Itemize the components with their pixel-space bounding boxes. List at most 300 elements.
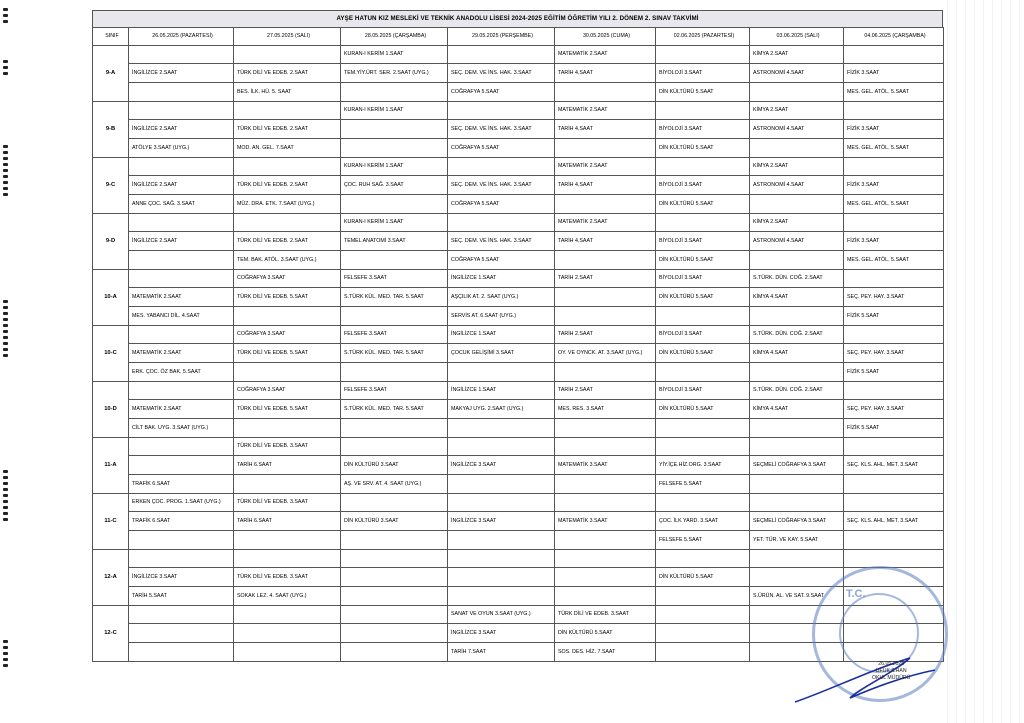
exam-cell: İNGİLİZCE 2.SAAT [129, 64, 234, 83]
exam-cell: DİN KÜLTÜRÜ 5.SAAT [656, 195, 750, 214]
exam-cell: COĞRAFYA 3.SAAT [234, 326, 341, 344]
exam-cell: AŞ. VE SRV. AT. 4. SAAT (UYG.) [341, 475, 448, 494]
class-name: 11-A [93, 438, 129, 494]
exam-cell [129, 46, 234, 64]
exam-cell: TARİH 6.SAAT [234, 456, 341, 475]
exam-cell: MATEMATİK 2.SAAT [555, 214, 656, 232]
exam-cell [750, 438, 844, 456]
exam-cell [656, 46, 750, 64]
exam-cell [129, 438, 234, 456]
exam-cell: BİYOLOJİ 3.SAAT [656, 176, 750, 195]
exam-cell [555, 139, 656, 158]
document-title: AYŞE HATUN KIZ MESLEKİ VE TEKNİK ANADOLU LİSESİ 2024-2025 EĞİTİM ÖĞRETİM YILI 2. DÖNEM 2. SINAV TAKVİMİ [92, 10, 943, 27]
exam-cell: ASTRONOMİ 4.SAAT [750, 64, 844, 83]
exam-cell [555, 83, 656, 102]
exam-cell [234, 550, 341, 568]
exam-cell: COĞRAFYA 3.SAAT [234, 270, 341, 288]
exam-cell: TARİH 7.SAAT [448, 643, 555, 662]
exam-cell: İNGİLİZCE 3.SAAT [448, 512, 555, 531]
exam-cell: S.TÜRK. DÜN. COĞ. 2.SAAT [750, 326, 844, 344]
exam-cell: DİN KÜLTÜRÜ 5.SAAT [656, 400, 750, 419]
class-name: 9-B [93, 102, 129, 158]
exam-cell: FELSEFE 5.SAAT [656, 475, 750, 494]
exam-cell: SOKAK LEZ. 4. SAAT (UYG.) [234, 587, 341, 606]
exam-cell: TARİH 4.SAAT [555, 120, 656, 139]
class-name: 9-A [93, 46, 129, 102]
exam-cell [656, 307, 750, 326]
exam-cell: TÜRK DİLİ VE EDEB. 3.SAAT [234, 438, 341, 456]
exam-cell [129, 270, 234, 288]
exam-cell [844, 270, 944, 288]
exam-cell [448, 550, 555, 568]
exam-cell [750, 419, 844, 438]
exam-cell [656, 214, 750, 232]
exam-cell [656, 363, 750, 382]
exam-cell: S.TÜRK KÜL. MED. TAR. 5.SAAT [341, 344, 448, 363]
exam-cell [341, 568, 448, 587]
exam-cell: TARİH 4.SAAT [555, 64, 656, 83]
exam-cell: MÜZ. DRA. ETK. 7.SAAT (UYG.) [234, 195, 341, 214]
exam-cell [234, 102, 341, 120]
exam-cell: SEÇMELİ COĞRAFYA 3.SAAT [750, 512, 844, 531]
exam-cell: İNGİLİZCE 3.SAAT [448, 456, 555, 475]
class-name: 12-A [93, 550, 129, 606]
table-row [93, 550, 944, 568]
exam-cell: ASTRONOMİ 4.SAAT [750, 120, 844, 139]
signature-name: UFUK İLHAN [875, 668, 907, 674]
exam-cell: TÜRK DİLİ VE EDEB. 2.SAAT [234, 120, 341, 139]
exam-cell: ANNE ÇOC. SAĞ. 3.SAAT [129, 195, 234, 214]
exam-cell: TRAFİK 6.SAAT [129, 512, 234, 531]
exam-cell: SERVİS AT. 6.SAAT (UYG.) [448, 307, 555, 326]
exam-cell [234, 606, 341, 624]
signature-title: OKUL MÜDÜRÜ [872, 675, 911, 681]
exam-cell: KİMYA 2.SAAT [750, 46, 844, 64]
table-row [93, 102, 944, 120]
exam-cell: MES. RES. 3.SAAT [555, 400, 656, 419]
exam-cell [448, 475, 555, 494]
exam-cell [341, 419, 448, 438]
table-row [93, 456, 944, 475]
exam-cell [844, 158, 944, 176]
exam-cell: COĞRAFYA 3.SAAT [234, 382, 341, 400]
exam-cell: TARİH 5.SAAT [129, 587, 234, 606]
exam-cell [234, 531, 341, 550]
table-row [93, 232, 944, 251]
table-row [93, 494, 944, 512]
exam-cell: İNGİLİZCE 2.SAAT [129, 120, 234, 139]
table-row [93, 195, 944, 214]
exam-cell [234, 158, 341, 176]
exam-cell [750, 363, 844, 382]
exam-cell: MATEMATİK 2.SAAT [129, 344, 234, 363]
exam-cell [555, 475, 656, 494]
exam-cell [844, 494, 944, 512]
exam-cell [844, 475, 944, 494]
exam-cell: SEÇ. PEY. HAY. 3.SAAT [844, 344, 944, 363]
exam-cell: TARİH 4.SAAT [555, 232, 656, 251]
exam-cell [129, 251, 234, 270]
exam-cell [129, 326, 234, 344]
exam-cell: ÇOC. RUH SAĞ. 3.SAAT [341, 176, 448, 195]
exam-cell: TARİH 2.SAAT [555, 326, 656, 344]
exam-cell [448, 158, 555, 176]
exam-cell: BİYOLOJİ 3.SAAT [656, 326, 750, 344]
exam-cell [555, 550, 656, 568]
exam-cell: MATEMATİK 2.SAAT [555, 46, 656, 64]
table-row [93, 288, 944, 307]
table-row [93, 382, 944, 400]
exam-cell: DİN KÜLTÜRÜ 5.SAAT [656, 251, 750, 270]
exam-cell [656, 494, 750, 512]
table-row [93, 307, 944, 326]
exam-cell [555, 438, 656, 456]
exam-cell [341, 139, 448, 158]
exam-cell [448, 102, 555, 120]
exam-cell: CİLT BAK. UYG. 3.SAAT (UYG.) [129, 419, 234, 438]
exam-cell: ASTRONOMİ 4.SAAT [750, 232, 844, 251]
exam-cell: BİYOLOJİ 3.SAAT [656, 64, 750, 83]
exam-cell: BİYOLOJİ 3.SAAT [656, 270, 750, 288]
exam-cell [844, 438, 944, 456]
exam-cell: DİN KÜLTÜRÜ 5.SAAT [656, 83, 750, 102]
exam-cell [341, 307, 448, 326]
exam-cell [448, 214, 555, 232]
header-day: 28.05.2025 (ÇARŞAMBA) [341, 28, 448, 46]
exam-cell: TÜRK DİLİ VE EDEB. 2.SAAT [234, 232, 341, 251]
exam-cell [844, 326, 944, 344]
exam-cell: TEM.YİY.ÜRT. SER. 2.SAAT (UYG.) [341, 64, 448, 83]
exam-cell [448, 531, 555, 550]
table-row [93, 120, 944, 139]
exam-cell: İNGİLİZCE 3.SAAT [448, 624, 555, 643]
table-row [93, 438, 944, 456]
exam-cell: TÜRK DİLİ VE EDEB. 3.SAAT [555, 606, 656, 624]
exam-cell: MATEMATİK 2.SAAT [555, 102, 656, 120]
exam-cell: MES. GEL. ATÖL. 5.SAAT [844, 195, 944, 214]
exam-cell: KİMYA 2.SAAT [750, 102, 844, 120]
exam-cell: İNGİLİZCE 3.SAAT [129, 568, 234, 587]
table-row [93, 326, 944, 344]
exam-cell: ERKEN ÇOC. PROG. 1.SAAT (UYG.) [129, 494, 234, 512]
exam-cell [448, 419, 555, 438]
stamp-text: T.C. [846, 588, 866, 600]
exam-cell: SEÇ. DEM. VE İNS. HAK. 3.SAAT [448, 120, 555, 139]
exam-cell: KİMYA 2.SAAT [750, 158, 844, 176]
exam-cell [555, 531, 656, 550]
exam-cell: İNGİLİZCE 2.SAAT [129, 176, 234, 195]
exam-cell: BİYOLOJİ 3.SAAT [656, 232, 750, 251]
exam-cell [234, 643, 341, 662]
class-name: 12-C [93, 606, 129, 662]
exam-cell [129, 643, 234, 662]
signature-drawing [790, 640, 940, 710]
exam-cell [555, 568, 656, 587]
exam-cell [129, 531, 234, 550]
exam-cell [129, 102, 234, 120]
exam-cell [341, 438, 448, 456]
exam-cell: COĞRAFYA 5.SAAT [448, 251, 555, 270]
exam-cell [750, 568, 844, 587]
exam-cell: SEÇMELİ COĞRAFYA 3.SAAT [750, 456, 844, 475]
exam-cell [844, 102, 944, 120]
exam-cell: ERK. ÇOC. ÖZ BAK. 5.SAAT [129, 363, 234, 382]
exam-cell [656, 438, 750, 456]
table-row [93, 344, 944, 363]
exam-cell: KURAN-I KERİM 1.SAAT [341, 214, 448, 232]
exam-cell [555, 419, 656, 438]
class-name: 9-C [93, 158, 129, 214]
exam-cell: COĞRAFYA 5.SAAT [448, 83, 555, 102]
exam-cell [656, 419, 750, 438]
exam-cell: S.TÜRK KÜL. MED. TAR. 5.SAAT [341, 288, 448, 307]
exam-cell: TÜRK DİLİ VE EDEB. 3.SAAT [234, 494, 341, 512]
exam-cell: TARİH 2.SAAT [555, 270, 656, 288]
exam-cell [750, 251, 844, 270]
exam-cell: DİN KÜLTÜRÜ 5.SAAT [656, 288, 750, 307]
exam-cell: TARİH 2.SAAT [555, 382, 656, 400]
exam-cell [555, 587, 656, 606]
exam-cell: S.TÜRK. DÜN. COĞ. 2.SAAT [750, 270, 844, 288]
exam-cell: DİN KÜLTÜRÜ 5.SAAT [656, 344, 750, 363]
schedule-body [93, 46, 944, 662]
exam-cell: DİN KÜLTÜRÜ 5.SAAT [555, 624, 656, 643]
table-row [93, 512, 944, 531]
exam-cell: COĞRAFYA 5.SAAT [448, 139, 555, 158]
header-day: 29.05.2025 (PERŞEMBE) [448, 28, 555, 46]
exam-cell [341, 606, 448, 624]
exam-cell: MOD. AN. GEL. 7.SAAT [234, 139, 341, 158]
exam-cell [555, 251, 656, 270]
exam-cell [448, 587, 555, 606]
exam-cell [341, 83, 448, 102]
exam-cell: MATEMATİK 2.SAAT [129, 400, 234, 419]
exam-cell: FİZİK 3.SAAT [844, 232, 944, 251]
exam-cell: MAKYAJ UYG. 2.SAAT (UYG.) [448, 400, 555, 419]
exam-cell [129, 606, 234, 624]
exam-cell: SEÇ. PEY. HAY. 3.SAAT [844, 288, 944, 307]
exam-cell: ATÖLYE 3.SAAT (UYG.) [129, 139, 234, 158]
exam-cell: SEÇ. DEM. VE İNS. HAK. 3.SAAT [448, 64, 555, 83]
scan-binding-marks [0, 0, 14, 723]
exam-cell: COĞRAFYA 5.SAAT [448, 195, 555, 214]
exam-cell [750, 307, 844, 326]
exam-cell: KİMYA 4.SAAT [750, 400, 844, 419]
exam-cell: SEÇ. KLS. AHL. MET. 3.SAAT [844, 512, 944, 531]
table-row [93, 270, 944, 288]
exam-cell: YET. TÜR. VE KAY. 5.SAAT [750, 531, 844, 550]
exam-cell: YİY.İÇE.HİZ.ORG. 3.SAAT [656, 456, 750, 475]
scan-noise [944, 0, 1024, 723]
exam-cell: BİYOLOJİ 3.SAAT [656, 382, 750, 400]
table-row [93, 568, 944, 587]
exam-cell [656, 550, 750, 568]
exam-cell: KİMYA 2.SAAT [750, 214, 844, 232]
table-row [93, 46, 944, 64]
exam-cell: İNGİLİZCE 1.SAAT [448, 270, 555, 288]
exam-cell [844, 382, 944, 400]
exam-cell: FİZİK 5.SAAT [844, 307, 944, 326]
exam-cell: ÇOCUK GELİŞİMİ 3.SAAT [448, 344, 555, 363]
exam-cell [341, 195, 448, 214]
exam-cell [129, 456, 234, 475]
table-row [93, 587, 944, 606]
header-class: SINIF [93, 28, 129, 46]
table-row [93, 251, 944, 270]
exam-cell: İNGİLİZCE 2.SAAT [129, 232, 234, 251]
exam-cell: BES. İLK. HÜ. 5. SAAT [234, 83, 341, 102]
exam-cell [129, 158, 234, 176]
exam-cell [234, 363, 341, 382]
table-row [93, 139, 944, 158]
exam-cell: KİMYA 4.SAAT [750, 344, 844, 363]
exam-cell: FELSEFE 3.SAAT [341, 382, 448, 400]
exam-cell [844, 46, 944, 64]
exam-cell: S.TÜRK. DÜN. COĞ. 2.SAAT [750, 382, 844, 400]
exam-cell [448, 568, 555, 587]
exam-cell: TÜRK DİLİ VE EDEB. 2.SAAT [234, 64, 341, 83]
exam-cell [656, 643, 750, 662]
exam-cell [129, 83, 234, 102]
header-day: 04.06.2025 (ÇARŞAMBA) [844, 28, 944, 46]
exam-cell: FİZİK 5.SAAT [844, 419, 944, 438]
exam-cell: BİYOLOJİ 3.SAAT [656, 120, 750, 139]
exam-cell [555, 195, 656, 214]
exam-cell [341, 251, 448, 270]
exam-cell: FELSEFE 5.SAAT [656, 531, 750, 550]
table-row [93, 400, 944, 419]
exam-cell: KURAN-I KERİM 1.SAAT [341, 158, 448, 176]
exam-cell: ÇOC. İLK YARD. 3.SAAT [656, 512, 750, 531]
table-row [93, 419, 944, 438]
exam-cell: TARİH 6.SAAT [234, 512, 341, 531]
exam-cell: DİN KÜLTÜRÜ 3.SAAT [341, 512, 448, 531]
exam-cell [656, 158, 750, 176]
exam-cell [341, 624, 448, 643]
table-row [93, 475, 944, 494]
exam-cell [750, 494, 844, 512]
exam-cell: TEMEL ANATOMİ 3.SAAT [341, 232, 448, 251]
class-name: 10-D [93, 382, 129, 438]
exam-cell: MATEMATİK 2.SAAT [129, 288, 234, 307]
exam-cell: TÜRK DİLİ VE EDEB. 5.SAAT [234, 288, 341, 307]
exam-cell [750, 83, 844, 102]
class-name: 10-A [93, 270, 129, 326]
exam-cell: FELSEFE 3.SAAT [341, 270, 448, 288]
exam-cell: OY. VE OYNCK. AT. 3.SAAT (UYG.) [555, 344, 656, 363]
exam-cell: SEÇ. DEM. VE İNS. HAK. 3.SAAT [448, 232, 555, 251]
exam-cell [341, 587, 448, 606]
exam-cell [448, 46, 555, 64]
exam-cell: FELSEFE 3.SAAT [341, 326, 448, 344]
header-day: 03.06.2025 (SALI) [750, 28, 844, 46]
exam-cell: TARİH 4.SAAT [555, 176, 656, 195]
exam-cell [341, 531, 448, 550]
exam-cell [844, 214, 944, 232]
exam-cell: ASTRONOMİ 4.SAAT [750, 176, 844, 195]
exam-cell: DİN KÜLTÜRÜ 5.SAAT [656, 568, 750, 587]
exam-cell: SOS. DES. HİZ. 7.SAAT [555, 643, 656, 662]
exam-cell [129, 214, 234, 232]
exam-cell [555, 288, 656, 307]
exam-cell: FİZİK 5.SAAT [844, 363, 944, 382]
exam-cell: SEÇ. KLS. AHL. MET. 3.SAAT [844, 456, 944, 475]
header-day: 02.06.2025 (PAZARTESİ) [656, 28, 750, 46]
exam-cell [555, 363, 656, 382]
exam-cell [341, 550, 448, 568]
table-row [93, 363, 944, 382]
exam-cell [656, 624, 750, 643]
exam-cell [448, 363, 555, 382]
exam-cell [844, 531, 944, 550]
exam-cell [555, 494, 656, 512]
exam-cell [656, 587, 750, 606]
schedule-table [92, 27, 944, 662]
exam-cell [448, 494, 555, 512]
exam-cell [234, 214, 341, 232]
exam-cell: MES. GEL. ATÖL. 5.SAAT [844, 139, 944, 158]
exam-schedule [92, 10, 943, 662]
exam-cell: FİZİK 3.SAAT [844, 120, 944, 139]
exam-cell [341, 494, 448, 512]
header-day: 27.05.2025 (SALI) [234, 28, 341, 46]
table-row [93, 176, 944, 195]
exam-cell: FİZİK 3.SAAT [844, 176, 944, 195]
signature-date: 26.05.2025 [878, 661, 905, 667]
exam-cell [750, 139, 844, 158]
header-day: 30.05.2025 (CUMA) [555, 28, 656, 46]
exam-cell: İNGİLİZCE 1.SAAT [448, 326, 555, 344]
table-row [93, 158, 944, 176]
exam-cell: MATEMATİK 2.SAAT [555, 158, 656, 176]
exam-cell: MATEMATİK 3.SAAT [555, 512, 656, 531]
exam-cell: KURAN-I KERİM 1.SAAT [341, 102, 448, 120]
exam-cell [341, 363, 448, 382]
exam-cell [234, 475, 341, 494]
exam-cell: DİN KÜLTÜRÜ 3.SAAT [341, 456, 448, 475]
exam-cell: TEM. BAK. ATÖL. 3.SAAT (UYG.) [234, 251, 341, 270]
exam-cell [656, 102, 750, 120]
exam-cell: MES. GEL. ATÖL. 5.SAAT [844, 83, 944, 102]
class-name: 11-C [93, 494, 129, 550]
exam-cell [448, 438, 555, 456]
exam-cell [555, 307, 656, 326]
signature-block [872, 661, 910, 682]
exam-cell: KİMYA 4.SAAT [750, 288, 844, 307]
exam-cell: S.ÜRÜN. AL. VE SAT. 9.SAAT [750, 587, 844, 606]
exam-cell [234, 624, 341, 643]
exam-cell: S.TÜRK KÜL. MED. TAR. 5.SAAT [341, 400, 448, 419]
exam-cell [234, 419, 341, 438]
exam-cell: MES. GEL. ATÖL. 5.SAAT [844, 251, 944, 270]
table-row [93, 531, 944, 550]
exam-cell [129, 382, 234, 400]
exam-cell: KURAN-I KERİM 1.SAAT [341, 46, 448, 64]
header-row [93, 28, 944, 46]
exam-cell: AŞÇILIK AT. 2. SAAT (UYG.) [448, 288, 555, 307]
exam-cell: SEÇ. DEM. VE İNS. HAK. 3.SAAT [448, 176, 555, 195]
class-name: 10-C [93, 326, 129, 382]
exam-cell: MES. YABANCI DİL. 4.SAAT [129, 307, 234, 326]
exam-cell: TRAFİK 6.SAAT [129, 475, 234, 494]
table-row [93, 214, 944, 232]
table-row [93, 83, 944, 102]
exam-cell: TÜRK DİLİ VE EDEB. 2.SAAT [234, 176, 341, 195]
exam-cell [129, 550, 234, 568]
exam-cell [234, 46, 341, 64]
header-day: 26.05.2025 (PAZARTESİ) [129, 28, 234, 46]
exam-cell: DİN KÜLTÜRÜ 5.SAAT [656, 139, 750, 158]
